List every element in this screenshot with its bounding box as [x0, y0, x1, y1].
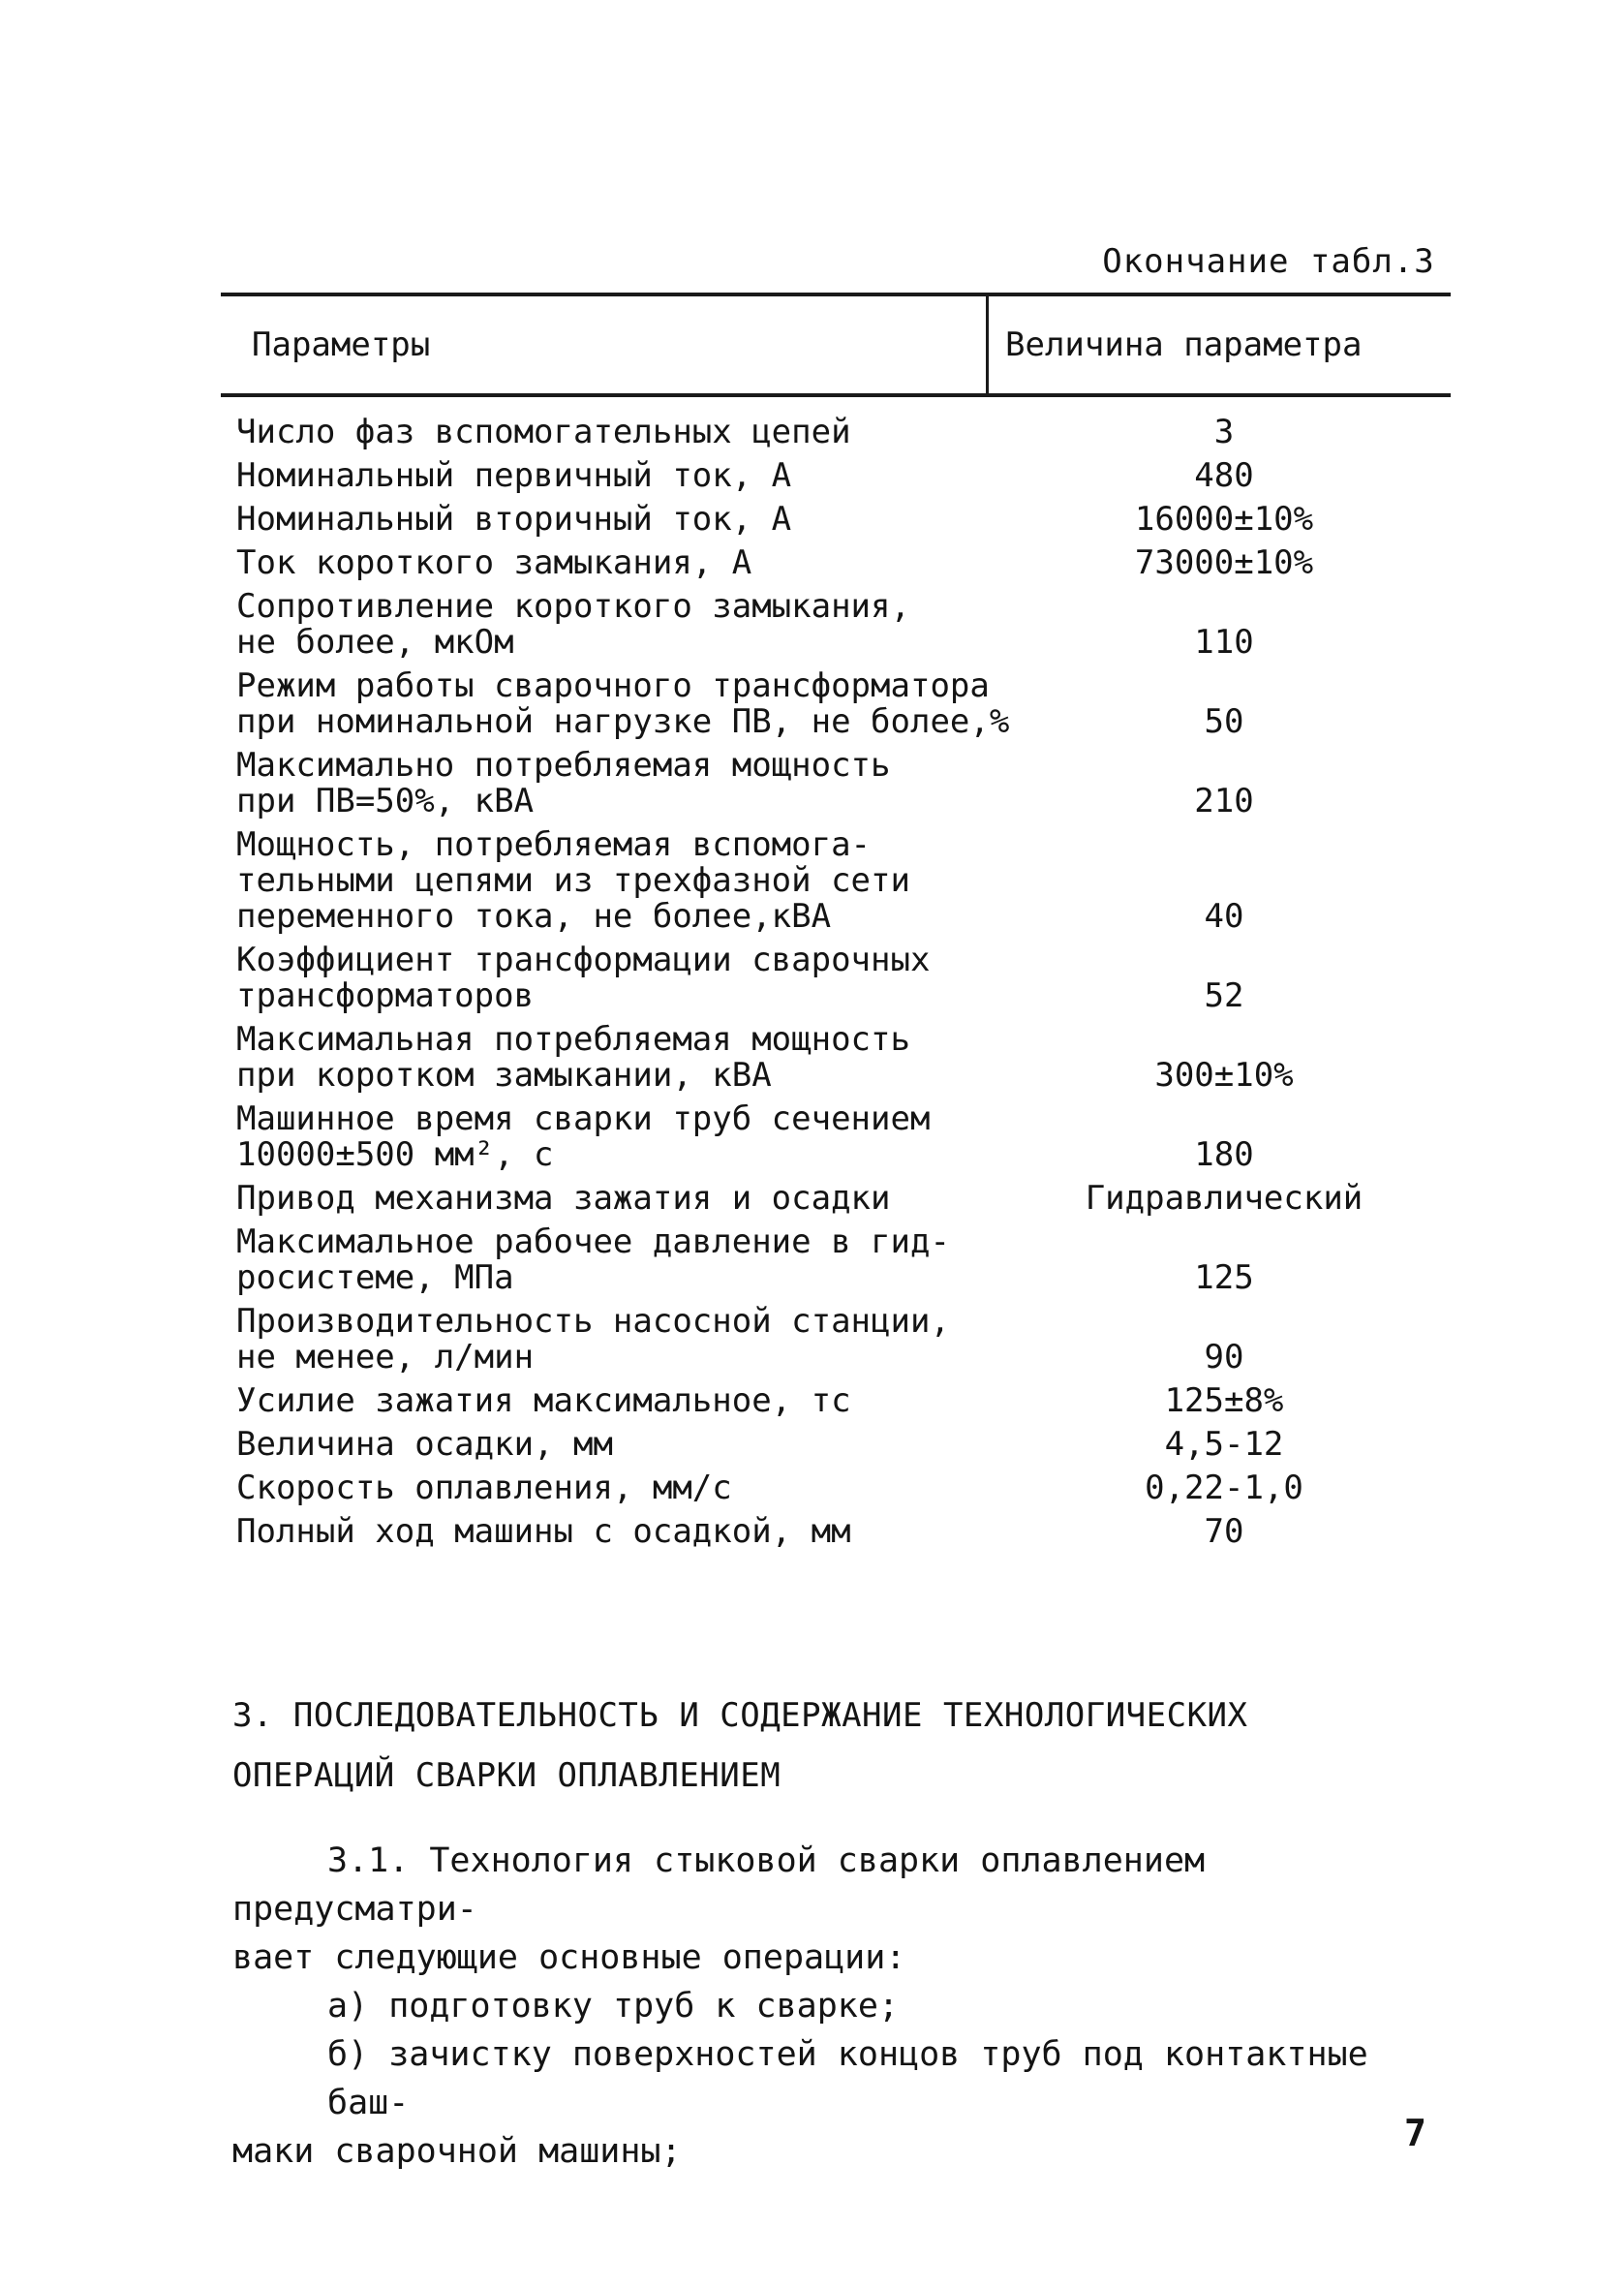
row-value: 110: [1194, 623, 1254, 662]
header-parameters: Параметры: [252, 325, 431, 364]
table-row: [221, 458, 1451, 494]
row-value: 4,5-12: [1164, 1425, 1284, 1464]
row-parameter: Номинальный первичный ток, А: [236, 456, 792, 495]
section-heading: [232, 1686, 1346, 1806]
row-parameter: Производительность насосной станции, не менее, л/мин: [236, 1302, 950, 1376]
column-divider: [986, 296, 989, 393]
row-value: 180: [1194, 1135, 1254, 1174]
table-caption: Окончание табл.3: [1102, 242, 1435, 281]
row-parameter: Полный ход машины с осадкой, мм: [236, 1512, 851, 1551]
table-row: [221, 827, 1451, 935]
table-row: [221, 1304, 1451, 1376]
row-parameter: Величина осадки, мм: [236, 1425, 613, 1464]
row-value: 50: [1204, 702, 1244, 741]
paragraph-line: 3.1. Технология стыковой сварки оплавлением предусматри-: [232, 1841, 1206, 1929]
row-value: 3: [1213, 413, 1235, 451]
row-parameter: Максимальная потребляемая мощность при коротком замыкании, кВА: [236, 1020, 910, 1095]
table-row: [221, 748, 1451, 820]
row-value: 40: [1204, 897, 1244, 936]
row-value: 52: [1204, 976, 1244, 1015]
row-value: 73000±10%: [1134, 543, 1314, 582]
row-value: 90: [1204, 1338, 1244, 1376]
section-heading-line: ОПЕРАЦИЙ СВАРКИ ОПЛАВЛЕНИЕМ: [232, 1756, 781, 1795]
header-value: Величина параметра: [1005, 325, 1363, 364]
row-value: 70: [1204, 1512, 1244, 1551]
row-value: 0,22-1,0: [1145, 1469, 1303, 1507]
section-body: [232, 1837, 1453, 2176]
table-row: [221, 1470, 1451, 1506]
row-value: 16000±10%: [1134, 500, 1314, 539]
row-parameter: Коэффициент трансформации сварочных трансформаторов: [236, 941, 931, 1015]
row-parameter: Мощность, потребляемая вспомога- тельными цепями из трехфазной сети переменного тока, не более,кВА: [236, 825, 910, 936]
table-row: [221, 589, 1451, 661]
row-parameter: Режим работы сварочного трансформатора при номинальной нагрузке ПВ, не более,%: [236, 666, 1010, 741]
table-row: [221, 1224, 1451, 1296]
row-value: 125: [1194, 1258, 1254, 1297]
table-row: [221, 1101, 1451, 1173]
row-parameter: Ток короткого замыкания, А: [236, 543, 752, 582]
list-item: а) подготовку труб к сварке;: [327, 1987, 900, 2026]
row-parameter: Машинное время сварки труб сечением 10000±500 мм², с: [236, 1099, 931, 1174]
section-heading-line: 3. ПОСЛЕДОВАТЕЛЬНОСТЬ И СОДЕРЖАНИЕ ТЕХНОЛОГИЧЕСКИХ: [232, 1696, 1248, 1735]
table-row: [221, 1514, 1451, 1550]
table-header: [221, 293, 1451, 397]
row-value: Гидравлический: [1085, 1179, 1364, 1218]
row-parameter: Усилие зажатия максимальное, тс: [236, 1381, 851, 1420]
table-row: [221, 943, 1451, 1014]
row-value: 300±10%: [1154, 1056, 1294, 1095]
table-row: [221, 1427, 1451, 1463]
page-number: 7: [1404, 2112, 1426, 2154]
row-value: 480: [1194, 456, 1254, 495]
row-parameter: Число фаз вспомогательных цепей: [236, 413, 851, 451]
table-row: [221, 668, 1451, 740]
table-row: [221, 415, 1451, 450]
row-parameter: Максимально потребляемая мощность при ПВ=50%, кВА: [236, 746, 891, 820]
row-value: 125±8%: [1164, 1381, 1284, 1420]
table-row: [221, 502, 1451, 538]
row-parameter: Скорость оплавления, мм/с: [236, 1469, 732, 1507]
parameters-table: [221, 293, 1451, 1558]
table-row: [221, 1383, 1451, 1419]
table-row: [221, 545, 1451, 581]
table-row: [221, 1181, 1451, 1217]
row-value: 210: [1194, 782, 1254, 820]
paragraph-line: вает следующие основные операции:: [232, 1938, 906, 1977]
table-body: [221, 415, 1451, 1550]
list-item: б) зачистку поверхностей концов труб под контактные баш-: [327, 2035, 1368, 2122]
row-parameter: Привод механизма зажатия и осадки: [236, 1179, 891, 1218]
row-parameter: Максимальное рабочее давление в гид- росистеме, МПа: [236, 1222, 950, 1297]
list-item-continuation: маки сварочной машины;: [232, 2132, 682, 2171]
row-parameter: Сопротивление короткого замыкания, не более, мкОм: [236, 587, 910, 662]
table-row: [221, 1022, 1451, 1094]
row-parameter: Номинальный вторичный ток, А: [236, 500, 792, 539]
